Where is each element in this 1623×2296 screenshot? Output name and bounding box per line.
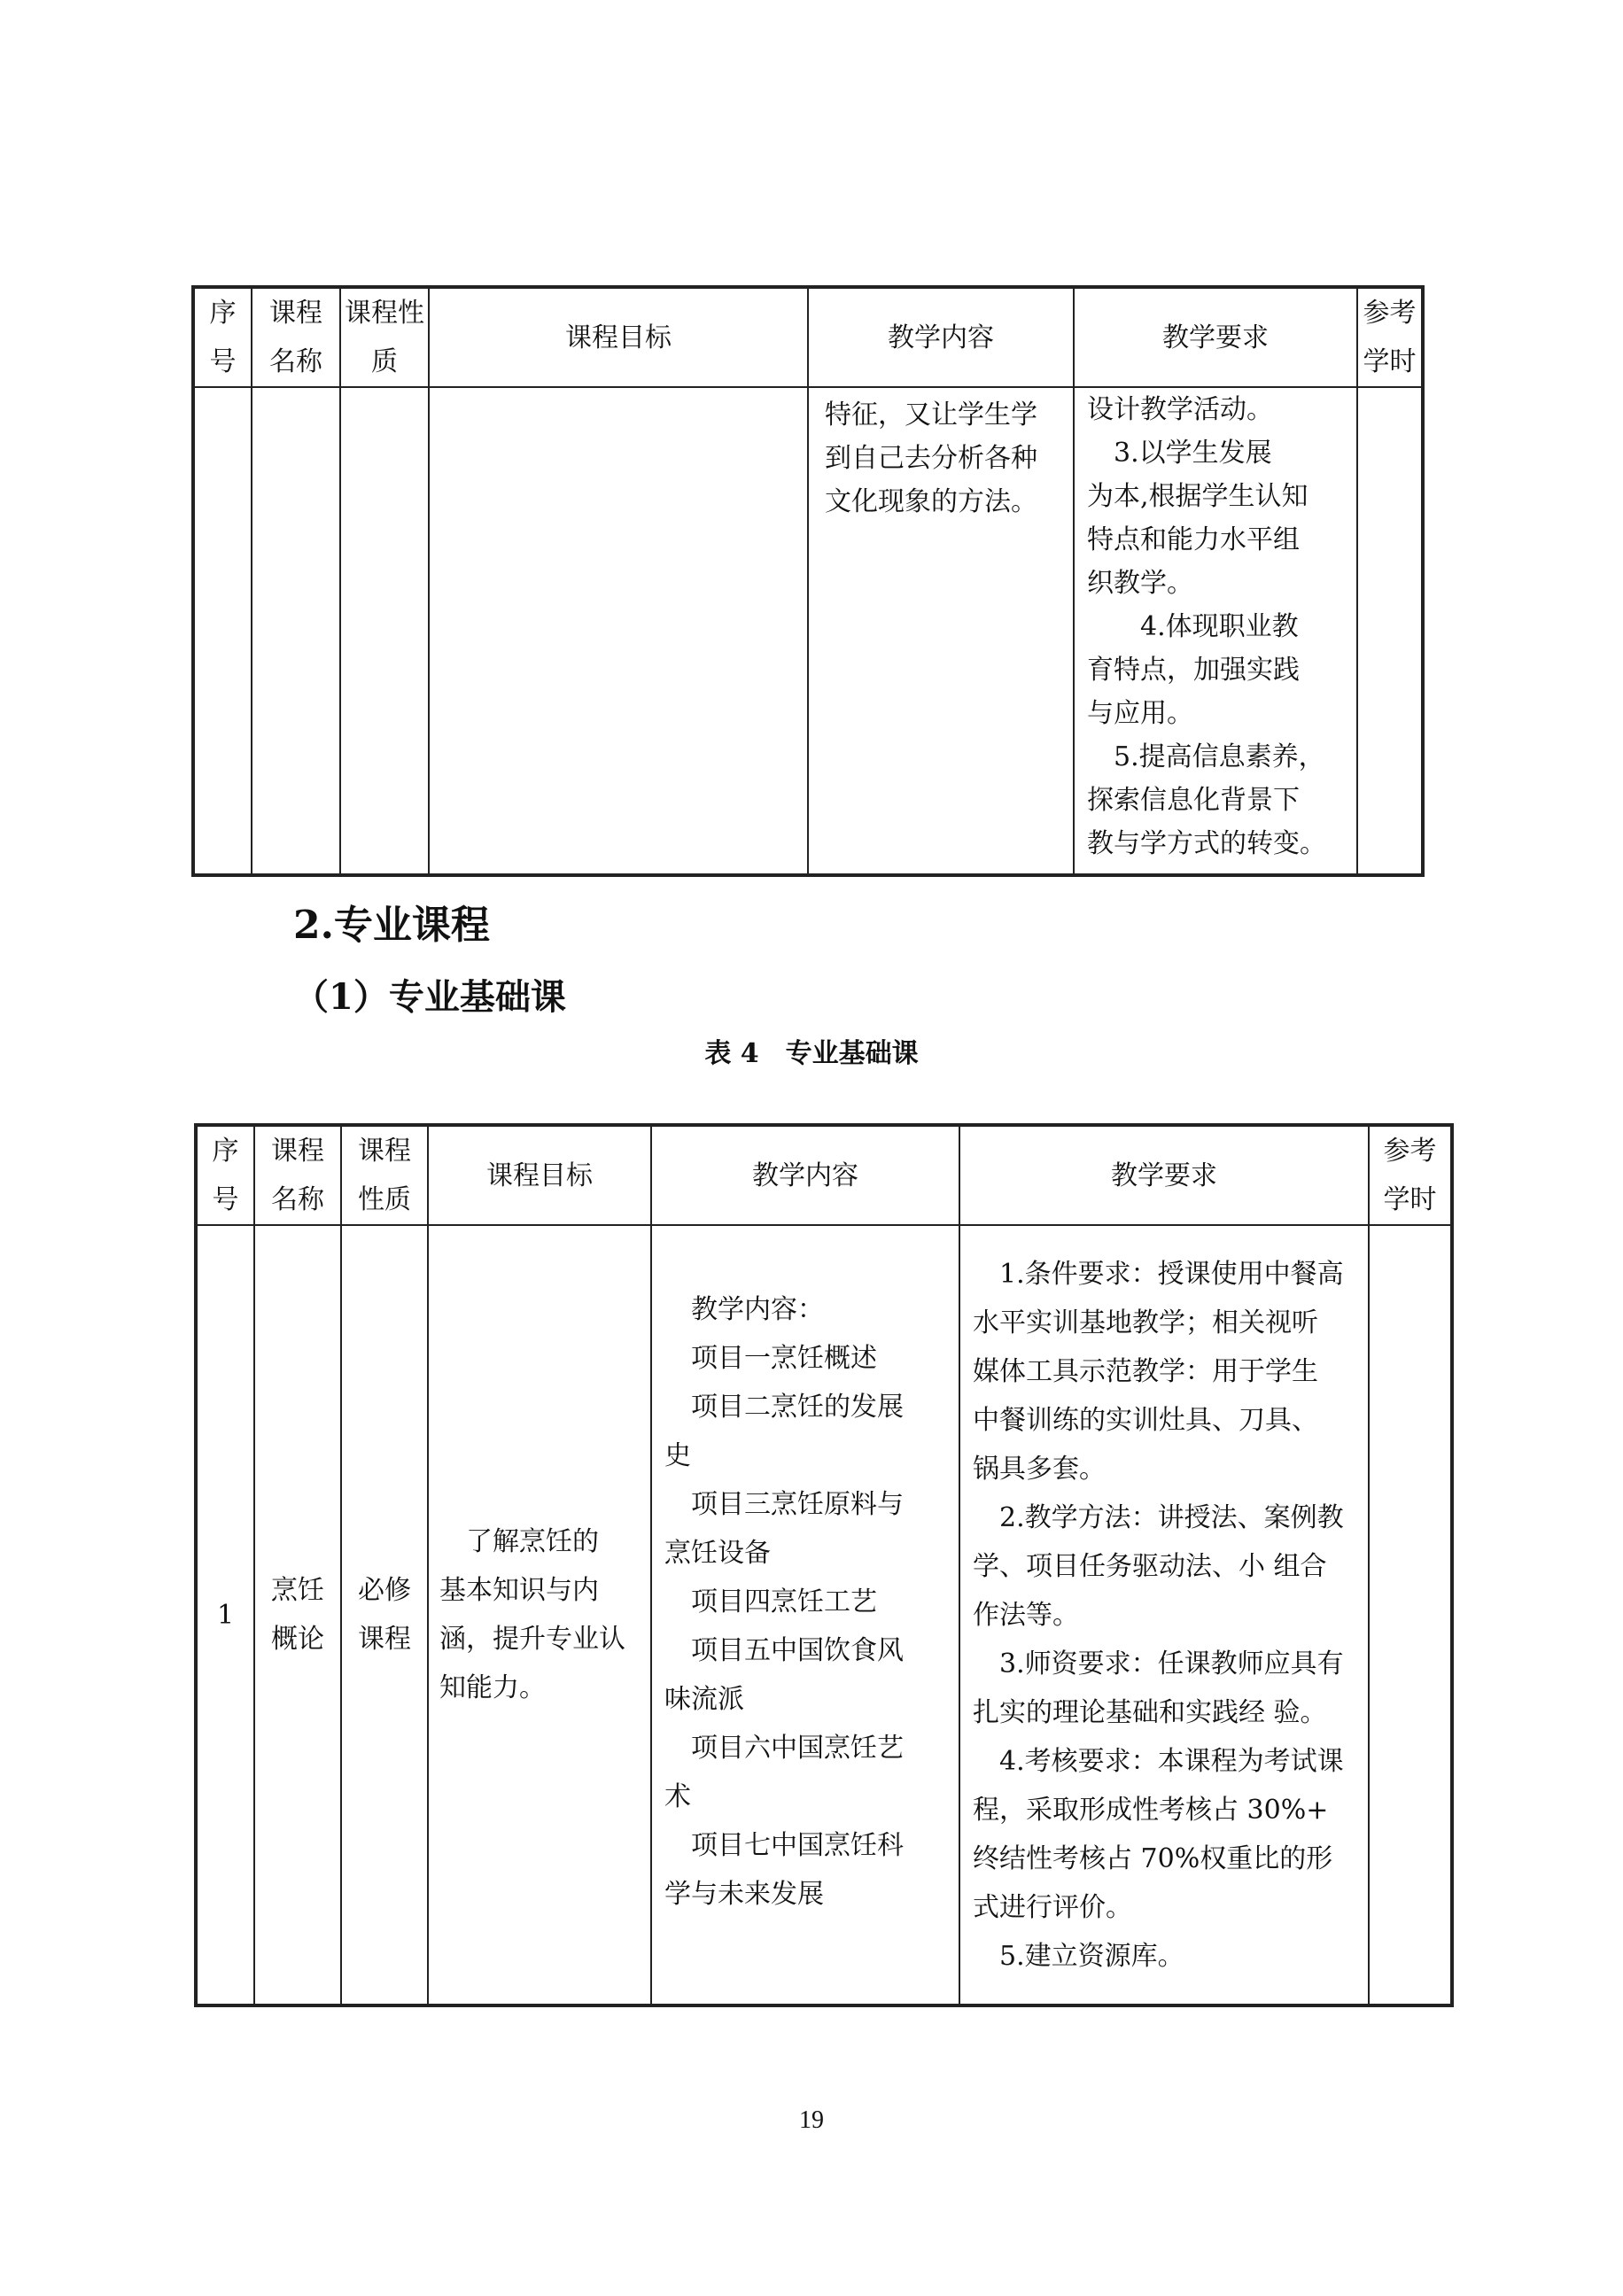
content-line: 特征，又让学生学 <box>825 399 1037 430</box>
header-course-nature: 课程性 质 <box>340 287 429 387</box>
subsection-heading: （1）专业基础课 <box>293 976 566 1018</box>
section-heading: 2.专业课程 <box>293 903 490 948</box>
content-line: 项目七中国烹饪科 <box>664 1829 904 1861</box>
requirement-line: 终结性考核占 70%权重比的形 <box>973 1842 1333 1874</box>
header-teaching-requirement: 教学要求 <box>1074 287 1357 387</box>
requirement-line: 2.教学方法：讲授法、案例教 <box>973 1501 1344 1533</box>
requirement-line: 3.师资要求：任课教师应具有 <box>973 1648 1344 1679</box>
header-reference-hours: 参考 学时 <box>1357 287 1423 387</box>
content-line: 项目一烹饪概述 <box>664 1342 877 1374</box>
cell-content <box>651 1225 959 2005</box>
requirement-line: 与应用。 <box>1087 698 1193 729</box>
content-line: 术 <box>664 1780 691 1812</box>
header-seq: 序 号 <box>193 287 252 387</box>
cell-seq: 1 <box>196 1225 254 2005</box>
header-teaching-content: 教学内容 <box>808 287 1074 387</box>
requirement-line: 育特点，加强实践 <box>1087 655 1300 686</box>
header-teaching-content: 教学内容 <box>651 1125 959 1225</box>
header-course-goal: 课程目标 <box>428 1125 651 1225</box>
requirement-line: 4.体现职业教 <box>1087 611 1299 642</box>
cell-hours <box>1357 387 1423 875</box>
requirement-line: 1.条件要求：授课使用中餐高 <box>973 1258 1344 1290</box>
header-seq: 序 号 <box>196 1125 254 1225</box>
requirement-line: 织教学。 <box>1087 568 1193 599</box>
cell-name <box>252 387 340 875</box>
table-header-row <box>193 287 1423 387</box>
table-caption: 表 4 专业基础课 <box>704 1038 919 1069</box>
page-number: 19 <box>799 2106 824 2134</box>
content-line: 到自己去分析各种 <box>825 443 1037 474</box>
content-line: 味流派 <box>664 1683 744 1715</box>
requirement-line: 式进行评价。 <box>973 1891 1132 1923</box>
content-line: 项目六中国烹饪艺 <box>664 1732 904 1764</box>
cell-requirement <box>1074 387 1357 875</box>
cell-name: 烹饪 概论 <box>254 1225 341 2005</box>
cell-goal <box>429 387 808 875</box>
table-row <box>196 1225 1452 2005</box>
professional-foundation-course-table <box>194 1123 1454 2007</box>
requirement-line: 程，采取形成性考核占 30%+ <box>973 1794 1329 1826</box>
requirement-line: 探索信息化背景下 <box>1087 785 1300 816</box>
table-row <box>193 387 1423 875</box>
requirement-line: 水平实训基地教学；相关视听 <box>973 1307 1318 1338</box>
cell-nature <box>340 387 429 875</box>
requirement-line: 为本,根据学生认知 <box>1087 481 1308 512</box>
cell-hours <box>1369 1225 1452 2005</box>
requirement-line: 锅具多套。 <box>973 1453 1106 1485</box>
cell-goal <box>428 1225 651 2005</box>
content-line: 项目四烹饪工艺 <box>664 1586 877 1617</box>
header-teaching-requirement: 教学要求 <box>959 1125 1369 1225</box>
requirement-line: 3.以学生发展 <box>1087 438 1272 469</box>
content-line: 文化现象的方法。 <box>825 486 1037 517</box>
header-course-nature: 课程 性质 <box>341 1125 428 1225</box>
cell-seq <box>193 387 252 875</box>
cell-requirement <box>959 1225 1369 2005</box>
header-course-name: 课程 名称 <box>254 1125 341 1225</box>
requirement-line: 4.考核要求：本课程为考试课 <box>973 1745 1344 1777</box>
requirement-line: 学、项目任务驱动法、小 组合 <box>973 1550 1327 1582</box>
requirement-line: 设计教学活动。 <box>1087 394 1273 425</box>
header-course-name: 课程 名称 <box>252 287 340 387</box>
content-line: 烹饪设备 <box>664 1537 771 1569</box>
content-line: 项目二烹饪的发展 <box>664 1391 904 1423</box>
course-table-continued <box>191 285 1425 877</box>
content-line: 史 <box>664 1439 691 1471</box>
requirement-line: 教与学方式的转变。 <box>1087 828 1326 859</box>
requirement-line: 作法等。 <box>973 1599 1079 1631</box>
goal-line: 知能力。 <box>439 1672 546 1703</box>
requirement-line: 扎实的理论基础和实践经 验。 <box>973 1696 1327 1728</box>
cell-content <box>808 387 1074 875</box>
goal-line: 基本知识与内 <box>439 1575 599 1606</box>
goal-line: 了解烹饪的 <box>439 1526 599 1557</box>
content-line: 项目五中国饮食风 <box>664 1634 904 1666</box>
requirement-line: 5.提高信息素养， <box>1087 741 1325 772</box>
cell-nature: 必修 课程 <box>341 1225 428 2005</box>
requirement-line: 5.建立资源库。 <box>973 1940 1184 1972</box>
requirement-line: 媒体工具示范教学：用于学生 <box>973 1355 1318 1387</box>
requirement-line: 中餐训练的实训灶具、刀具、 <box>973 1404 1318 1436</box>
header-reference-hours: 参考 学时 <box>1369 1125 1452 1225</box>
content-line: 教学内容： <box>664 1293 824 1325</box>
goal-line: 涵，提升专业认 <box>439 1624 625 1655</box>
content-line: 学与未来发展 <box>664 1878 824 1910</box>
table-header-row <box>196 1125 1452 1225</box>
requirement-line: 特点和能力水平组 <box>1087 524 1300 555</box>
header-course-goal: 课程目标 <box>429 287 808 387</box>
content-line: 项目三烹饪原料与 <box>664 1488 904 1520</box>
